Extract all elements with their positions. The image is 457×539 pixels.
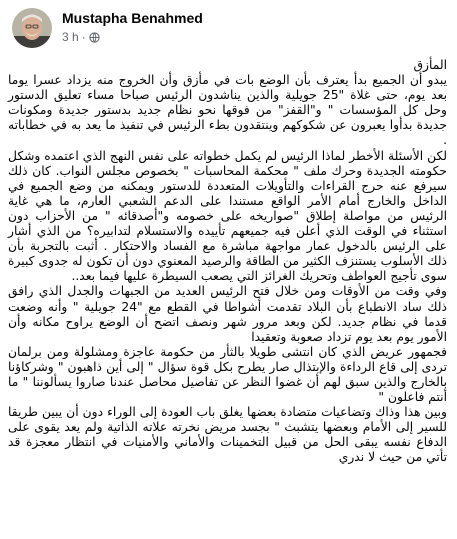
meta-separator: ·	[81, 30, 86, 44]
post-author-name[interactable]: Mustapha Benahmed	[62, 10, 203, 26]
globe-icon[interactable]	[89, 32, 100, 43]
post-body	[8, 58, 447, 466]
post-paragraph: لكن الأسئلة الأخطر لماذا الرئيس لم يكمل خطواته على نفس النهج الذي اعتمده وشكل حكومته الجديدة وحرك ملف " محكمة المحاسبات " بخصوص مجلس النواب. كان ذلك سيرفع عنه حرج القراءات والتأويلات المتعددة للدستور ويمكنه من وضع الجميع في الداخل والخارج أمام الأمر الواقع مستندا على الدعم الشعبي العارم، ما هي غاية الرئيس من مواصلة إطلاق "صواريخه على خصومه و"أصدقائه " من الأحزاب دون استثناء في الوقت الذي أعلن فيه جميعهم تأييده والاستسلام لتدابيره؟ من الذي أشار على الرئيس بالدخول عمار مواجهة مباشرة مع الفساد والاحتكار . أثبت بالتجربة بأن ذلك الأسلوب يستنزف الكثير من الطاقة والرصيد المعنوي دون أن تكون له جدوى كبيرة سوى تأجيج العواطف وتحريك الغرائز التي يصعب السيطرة عليها فيما بعد..	[8, 148, 447, 284]
post-meta	[62, 30, 100, 44]
avatar[interactable]	[12, 8, 52, 48]
post-timestamp[interactable]: 3 h	[62, 30, 79, 44]
post-paragraph: وبين هذا وذاك وتضاعيات متضادة بعضها يغلق باب العودة إلى الوراء دون أن يبين طريقا للسير إلى الأمام وبعضها يتشبث " بجسد مريض نخرته علاته الذاتية ولم يعد يقوى على الدفاع نفسه يبقى الحل من قبيل التخمينات والأماني والأمنيات في انتظار معجزة قد تأتي من حيث لا ندري	[8, 405, 447, 465]
post-paragraph: يبدو أن الجميع بدأ يعترف بأن الوضع بات في مأزق وأن الخروج منه يزداد عسرا يوما بعد يوم، حتى غلاة "25 جويلية والذين يناشدون الرئيس صباحا مساء تعليق الدستور وحل كل المؤسسات " و"القفز" من فوقها نحو نظام جديد بدستور جديدة ومكونات جديدة بدأوا يعبرون عن شكوكهم وينتقدون بطء الرئيس في تنفيذ ما يعد به في خطاباته .	[8, 73, 448, 148]
post-title: المأزق	[413, 58, 447, 72]
post-paragraph: وفي وقت من الأوقات ومن خلال فتح الرئيس العديد من الجبهات والجدل الذي رافق ذلك ساد الانطباع بأن البلاد تقدمت أشواطا في القطع مع "24 جويلية " وأنه وضعت قدما في نظام جديد. لكن وبعد مرور شهر ونصف اتضح أن الوضع يراوح مكانه وأن الأمور يوم بعد يوم تزداد صعوبة وتعقيدا	[8, 284, 447, 344]
post-paragraph: فجمهور عريض الذي كان انتشى طويلا بالثأر من حكومة عاجزة ومشلولة ومن برلمان تردى إلى قاع الرداءة والإبتذال صار يطرح بكل قوة سؤال " إلى أين ذاهبون " وشركاؤنا بالخارج والذين سبق لهم أن غضوا النظر عن تفاصيل محاصل عندنا صاروا يسألوننا " ما أنتم فاعلون "	[8, 344, 447, 405]
post-header	[12, 8, 447, 48]
